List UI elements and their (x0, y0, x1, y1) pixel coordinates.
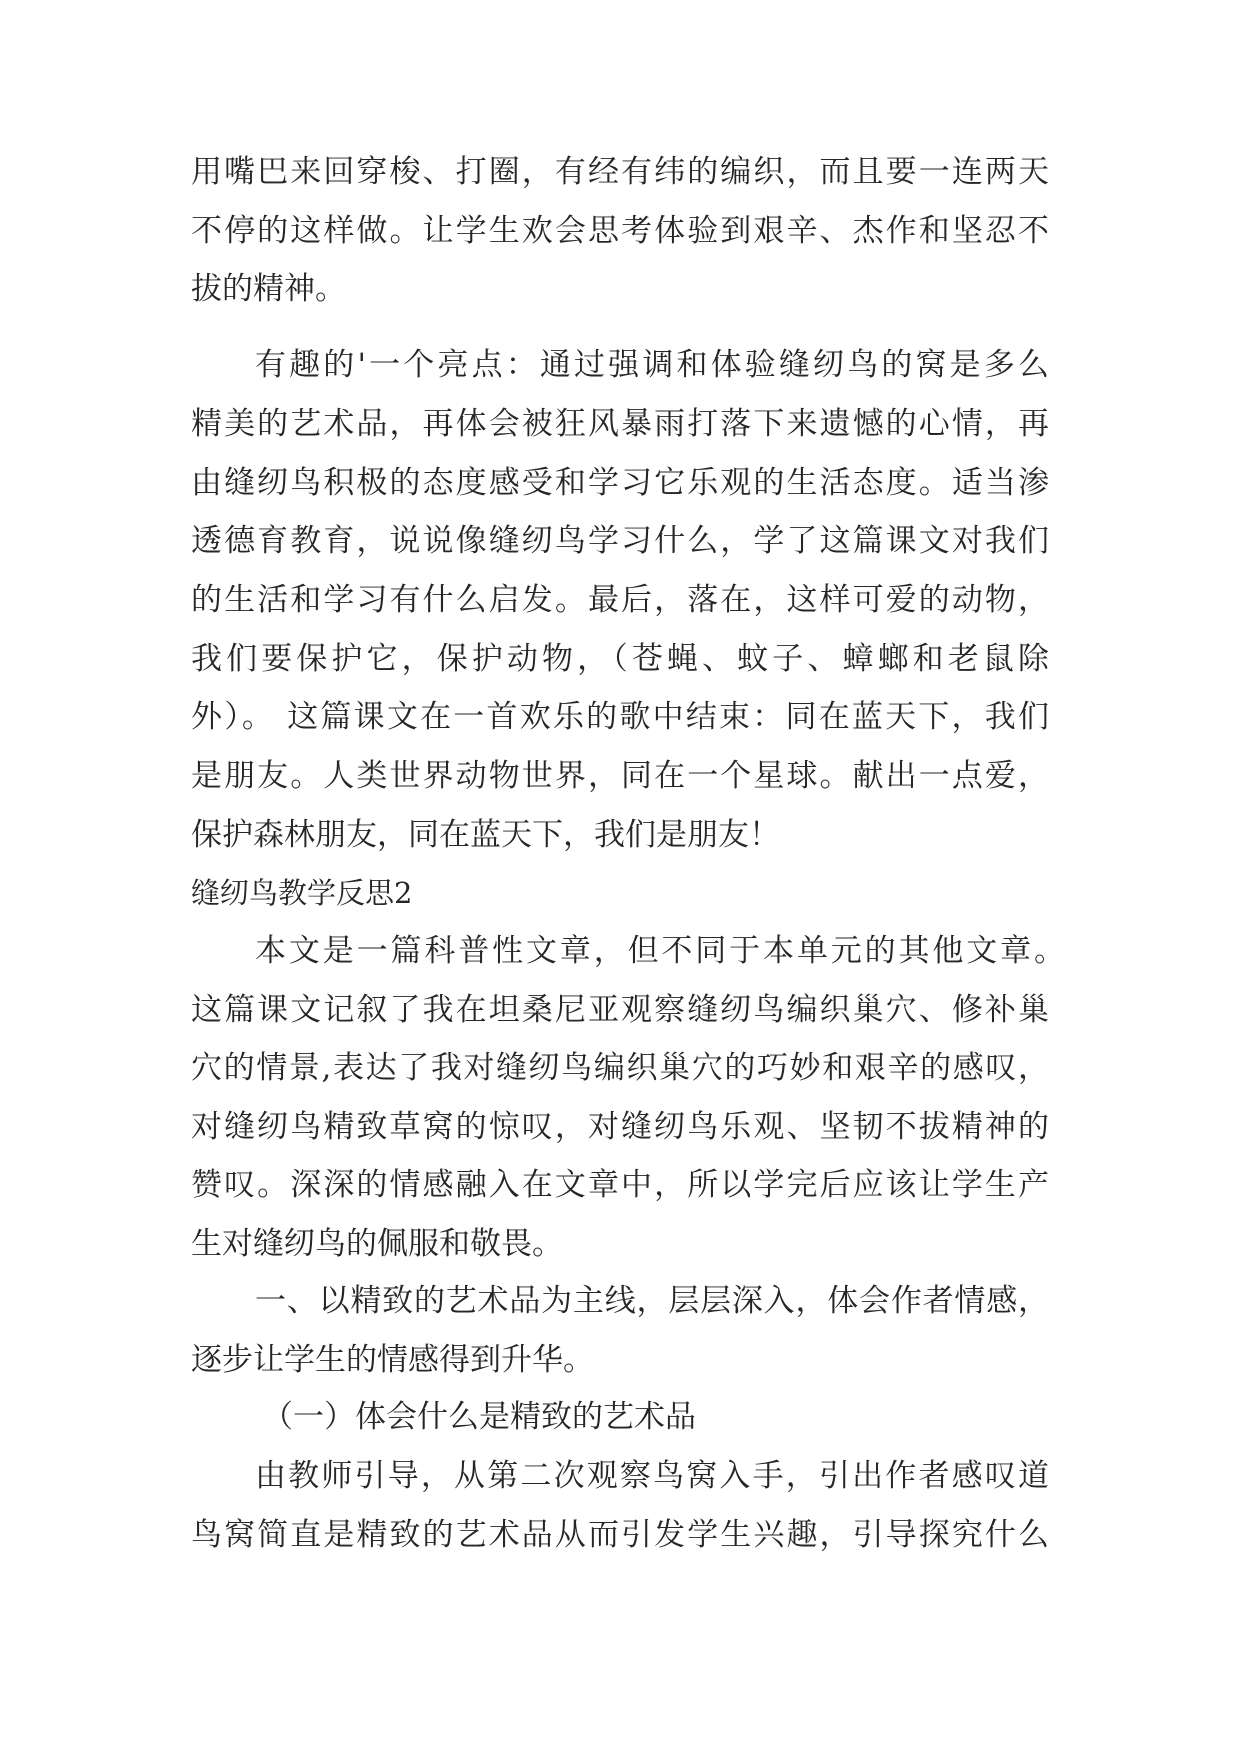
paragraph-line: 一、以精致的艺术品为主线，层层深入，体会作者情感， (255, 1283, 1049, 1319)
paragraph-line: 鸟窝简直是精致的艺术品从而引发学生兴趣，引导探究什么 (191, 1517, 1049, 1553)
paragraph-line: 精美的艺术品，再体会被狂风暴雨打落下来遗憾的心情，再 (191, 406, 1049, 442)
paragraph-line: 本文是一篇科普性文章，但不同于本单元的其他文章。 (255, 933, 1065, 969)
paragraph-line: 的生活和学习有什么启发。最后，落在，这样可爱的动物， (191, 582, 1049, 618)
paragraph-line: 逐步让学生的情感得到升华。 (191, 1342, 594, 1378)
paragraph-line: 对缝纫鸟精致草窝的惊叹，对缝纫鸟乐观、坚韧不拔精神的 (191, 1109, 1049, 1145)
paragraph-line: 穴的情景,表达了我对缝纫鸟编织巢穴的巧妙和艰辛的感叹， (191, 1050, 1049, 1086)
paragraph-line: 生对缝纫鸟的佩服和敬畏。 (191, 1226, 563, 1262)
paragraph-line: 由教师引导，从第二次观察鸟窝入手，引出作者感叹道 (255, 1458, 1049, 1494)
paragraph-line: 不停的这样做。让学生欢会思考体验到艰辛、杰作和坚忍不 (191, 213, 1049, 249)
paragraph-line: 这篇课文记叙了我在坦桑尼亚观察缝纫鸟编织巢穴、修补巢 (191, 992, 1049, 1028)
paragraph-line: 外）。 这篇课文在一首欢乐的歌中结束：同在蓝天下，我们 (191, 699, 1049, 735)
paragraph-line: 保护森林朋友，同在蓝天下，我们是朋友！ (191, 817, 780, 853)
section-heading: 缝纫鸟教学反思2 (191, 876, 413, 910)
subsection-heading: （一）体会什么是精致的艺术品 (262, 1399, 696, 1435)
paragraph-line: 透德育教育，说说像缝纫鸟学习什么，学了这篇课文对我们 (191, 523, 1049, 559)
paragraph-line: 由缝纫鸟积极的态度感受和学习它乐观的生活态度。适当渗 (191, 465, 1049, 501)
paragraph-line: 有趣的'一个亮点：通过强调和体验缝纫鸟的窝是多么 (255, 347, 1049, 383)
paragraph-line: 我们要保护它，保护动物，（苍蝇、蚊子、蟑螂和老鼠除 (191, 641, 1049, 677)
paragraph-line: 拔的精神。 (191, 271, 346, 307)
paragraph-line: 是朋友。人类世界动物世界，同在一个星球。献出一点爱， (191, 758, 1049, 794)
paragraph-line: 赞叹。深深的情感融入在文章中，所以学完后应该让学生产 (191, 1167, 1049, 1203)
paragraph-line: 用嘴巴来回穿梭、打圈，有经有纬的编织，而且要一连两天 (191, 154, 1049, 190)
